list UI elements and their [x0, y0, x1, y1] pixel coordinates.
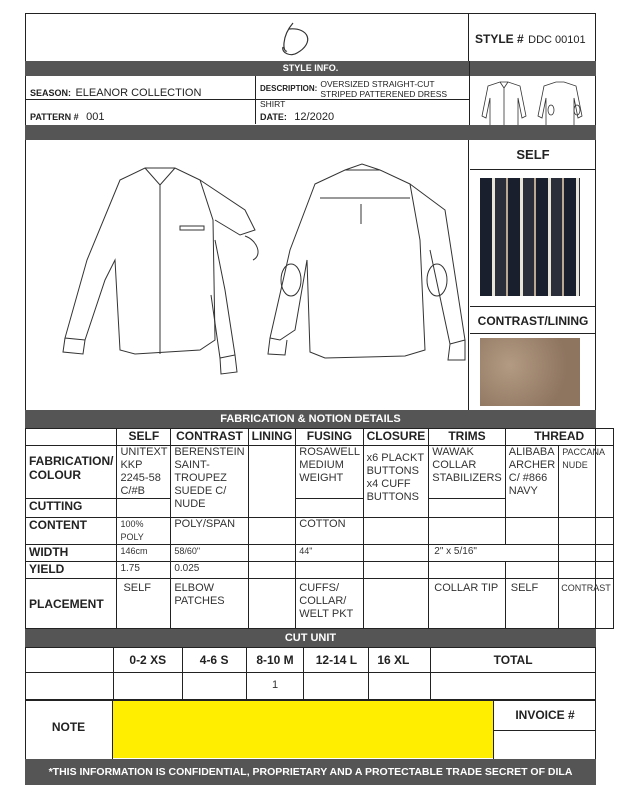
season: [30, 83, 201, 101]
description: [260, 79, 470, 109]
invoice-cell: [493, 700, 596, 759]
content-closure: [363, 518, 429, 545]
width-trims: 2" x 5/16": [429, 545, 559, 562]
width-self: 146cm: [117, 545, 171, 562]
logo: [25, 13, 469, 61]
placement-thread-1: SELF: [505, 579, 558, 629]
self-swatch-header: [470, 140, 596, 170]
fab-closure: x6 PLACKT BUTTONS x4 CUFF BUTTONS: [363, 446, 429, 518]
yield-lining: [248, 562, 296, 579]
col-fusing: FUSING: [296, 429, 363, 446]
fab-thread-2: PACCANA NUDE: [559, 446, 614, 518]
col-trims: TRIMS: [429, 429, 505, 446]
invoice-header: [494, 700, 596, 731]
style-number: [469, 13, 596, 61]
fabrication-title: FABRICATION & NOTION DETAILS: [220, 413, 401, 425]
content-thread-1: [505, 518, 558, 545]
size-l: 12-14 L: [304, 648, 369, 673]
cut-unit-table: [25, 647, 596, 700]
logo-mark: [25, 13, 469, 61]
cutting-trims: [429, 499, 505, 518]
row-yield-label: YIELD: [26, 562, 117, 579]
fabrication-bar: [25, 410, 596, 428]
contrast-swatch-header: [470, 306, 596, 334]
row-content-label: CONTENT: [26, 518, 117, 545]
yield-thread-1: [505, 562, 558, 579]
style-info-title: STYLE INFO.: [282, 63, 339, 73]
content-fusing: COTTON: [296, 518, 363, 545]
yield-thread-2: [559, 562, 614, 579]
corner-cell: [26, 429, 117, 446]
content-contrast: POLY/SPAN: [171, 518, 248, 545]
width-lining: [248, 545, 296, 562]
placement-fusing: CUFFS/ COLLAR/ WELT PKT: [296, 579, 363, 629]
content-thread-2: [559, 518, 614, 545]
flat-sketch-area: [25, 140, 469, 410]
contrast-swatch-label: CONTRAST/LINING: [477, 314, 589, 328]
col-thread: THREAD: [505, 429, 613, 446]
size-xl: 16 XL: [369, 648, 431, 673]
qty-total: [431, 673, 596, 700]
col-closure: CLOSURE: [363, 429, 429, 446]
style-info-bar: [25, 61, 596, 76]
style-value: DDC 00101: [528, 34, 586, 46]
placement-self: SELF: [117, 579, 171, 629]
cutting-self: [117, 499, 171, 518]
footer-text: *THIS INFORMATION IS CONFIDENTIAL, PROPRIETARY AND A PROTECTABLE TRADE SECRET OF DILA DESIGNS.CO*: [48, 766, 573, 804]
description-label: DESCRIPTION:: [260, 84, 318, 93]
note-field[interactable]: [113, 701, 493, 758]
invoice-label: INVOICE #: [515, 708, 575, 722]
placement-trims: COLLAR TIP: [429, 579, 505, 629]
contrast-fabric-swatch: [480, 338, 580, 406]
footer-bar: [25, 759, 596, 804]
note-label-cell: [25, 700, 113, 759]
width-closure: [363, 545, 429, 562]
width-contrast: 58/60": [171, 545, 248, 562]
row-width-label: WIDTH: [26, 545, 117, 562]
width-thread-2: [559, 545, 614, 562]
date-value: 12/2020: [294, 111, 335, 123]
width-fusing: 44": [296, 545, 363, 562]
fab-thread-1: ALIBABA ARCHER C/ #866 NAVY: [505, 446, 558, 518]
yield-closure: [363, 562, 429, 579]
yield-self: 1.75: [117, 562, 171, 579]
description-value: OVERSIZED STRAIGHT-CUT STRIPED PATTERENED DRESS SHIRT: [260, 79, 448, 109]
info-divider: [255, 76, 256, 124]
cut-unit-title: CUT UNIT: [284, 632, 337, 644]
date: [260, 107, 334, 125]
yield-trims: [429, 562, 505, 579]
placement-contrast: ELBOW PATCHES: [171, 579, 248, 629]
fab-trims: WAWAK COLLAR STABILIZERS: [429, 446, 505, 499]
invoice-field[interactable]: [494, 731, 596, 759]
pattern: [30, 107, 104, 125]
content-trims: [429, 518, 505, 545]
date-label: DATE:: [260, 112, 287, 122]
content-self: 100% POLY: [117, 518, 171, 545]
pattern-value: 001: [86, 111, 105, 123]
placement-lining: [248, 579, 296, 629]
season-value: ELEANOR COLLECTION: [75, 87, 202, 99]
cutting-fusing: [296, 499, 363, 518]
total-label: TOTAL: [431, 648, 596, 673]
qty-xs: [113, 673, 182, 700]
fabrication-table: [25, 428, 614, 629]
col-contrast: CONTRAST: [171, 429, 248, 446]
qty-m: 1: [246, 673, 304, 700]
col-lining: LINING: [248, 429, 296, 446]
placement-closure: [363, 579, 429, 629]
size-xs: 0-2 XS: [113, 648, 182, 673]
size-s: 4-6 S: [182, 648, 246, 673]
qty-s: [182, 673, 246, 700]
qty-xl: [369, 673, 431, 700]
pattern-label: PATTERN #: [30, 112, 79, 122]
yield-contrast: 0.025: [171, 562, 248, 579]
self-fabric-swatch: [480, 178, 580, 296]
fab-contrast: BERENSTEIN SAINT-TROUPEZ SUEDE C/ NUDE: [171, 446, 248, 518]
row-fabrication-label: FABRICATION/ COLOUR: [26, 446, 117, 499]
content-lining: [248, 518, 296, 545]
yield-fusing: [296, 562, 363, 579]
size-m: 8-10 M: [246, 648, 304, 673]
style-label: STYLE #: [475, 32, 524, 46]
fab-fusing: ROSAWELL MEDIUM WEIGHT: [296, 446, 363, 499]
placement-thread-2: CONTRAST: [559, 579, 614, 629]
cut-unit-bar: [25, 629, 596, 647]
qty-l: [304, 673, 369, 700]
qty-corner: [26, 673, 114, 700]
shirt-flat-sketch: [25, 140, 469, 410]
fab-self: UNITEXT KKP 2245-58 C/#B: [117, 446, 171, 499]
self-swatch-label: SELF: [516, 147, 550, 162]
col-self: SELF: [117, 429, 171, 446]
cut-corner: [26, 648, 114, 673]
row-cutting-label: CUTTING: [26, 499, 117, 518]
separator-bar: [25, 125, 596, 140]
row-placement-label: PLACEMENT: [26, 579, 117, 629]
fab-lining: [248, 446, 296, 518]
note-label: NOTE: [51, 720, 86, 734]
season-label: SEASON:: [30, 88, 72, 98]
